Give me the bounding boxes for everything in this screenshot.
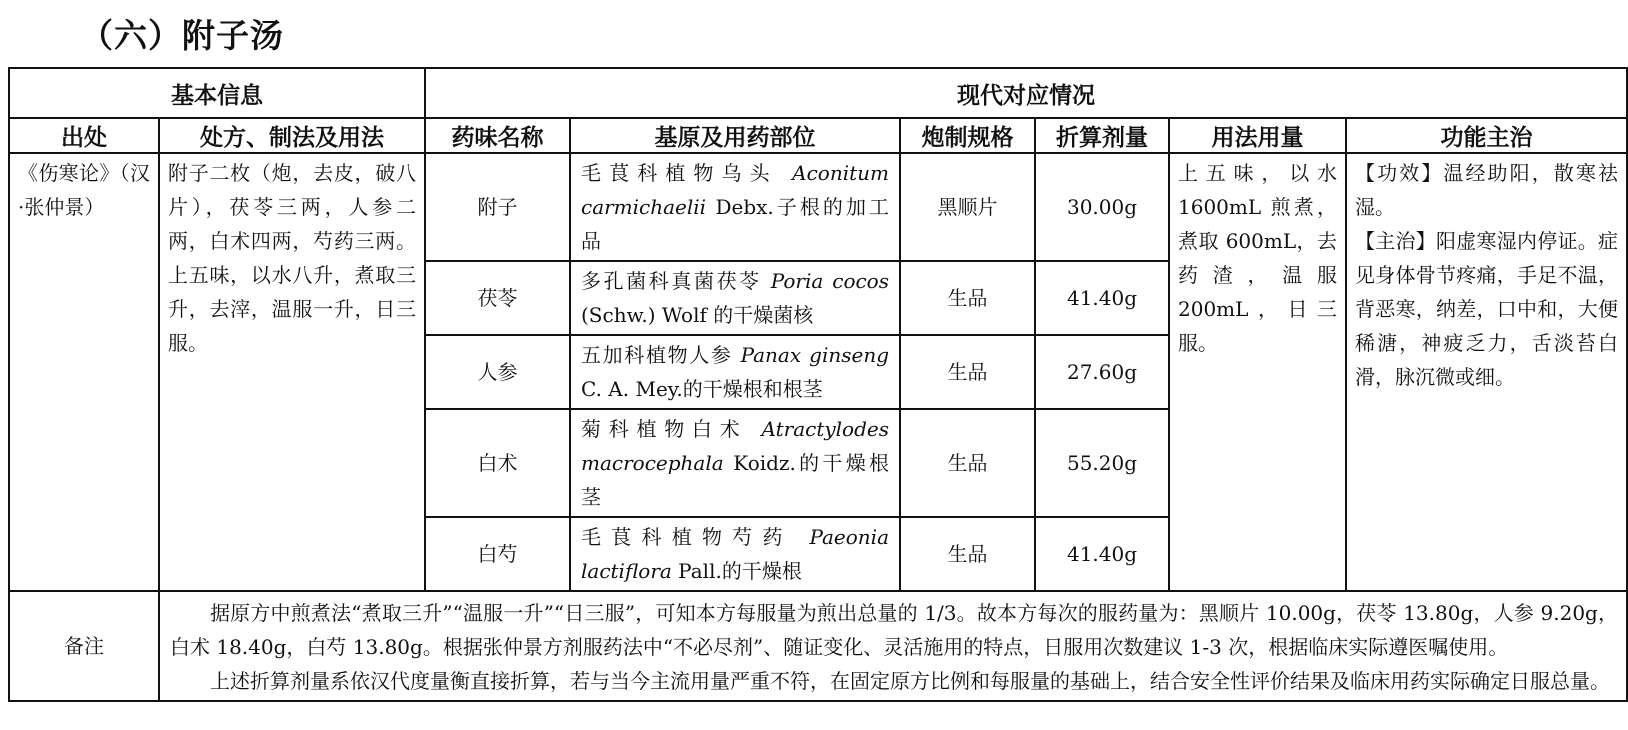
notes-label: 备注	[9, 591, 159, 701]
note-paragraph: 据原方中煎煮法“煮取三升”“温服一升”“日三服”，可知本方每服量为煎出总量的 1/3。故本方每次的服药量为：黑顺片 10.00g，茯苓 13.80g，人参 9.20g，白术 18.40g，白芍 13.80g。根据张仲景方剂服药法中“不必尽剂”、随证变化、灵活施用的特点，日服用次数建议 1-3 次，根据临床实际遵医嘱使用。	[170, 601, 1619, 659]
function-cell	[1346, 153, 1627, 591]
herb-processing: 生品	[900, 517, 1035, 591]
herb-name: 人参	[425, 335, 570, 409]
header-function: 功能主治	[1346, 118, 1627, 153]
header-basic-info: 基本信息	[9, 68, 425, 118]
prescription-table	[8, 67, 1628, 702]
herb-processing: 生品	[900, 261, 1035, 335]
herb-name: 茯苓	[425, 261, 570, 335]
herb-dosage: 41.40g	[1035, 517, 1169, 591]
source-cell: 《伤寒论》（汉·张仲景）	[9, 153, 159, 591]
herb-dosage: 30.00g	[1035, 153, 1169, 261]
header-dosage: 折算剂量	[1035, 118, 1169, 153]
herb-origin: 毛茛科植物芍药 Paeonia lactiflora Pall.的干燥根	[570, 517, 900, 591]
notes-cell	[159, 591, 1627, 701]
header-modern: 现代对应情况	[425, 68, 1627, 118]
header-prescription: 处方、制法及用法	[159, 118, 425, 153]
herb-dosage: 55.20g	[1035, 409, 1169, 517]
header-herb-name: 药味名称	[425, 118, 570, 153]
note-paragraph: 上述折算剂量系依汉代度量衡直接折算，若与当今主流用量严重不符，在固定原方比例和每服量的基础上，结合安全性评价结果及临床用药实际确定日服总量。	[210, 669, 1610, 693]
herb-origin: 五加科植物人参 Panax ginseng C. A. Mey.的干燥根和根茎	[570, 335, 900, 409]
usage-cell: 上五味，以水 1600mL 煎煮，煮取 600mL，去药渣，温服 200mL，日三服。	[1169, 153, 1346, 591]
header-usage: 用法用量	[1169, 118, 1346, 153]
herb-processing: 黑顺片	[900, 153, 1035, 261]
herb-dosage: 27.60g	[1035, 335, 1169, 409]
herb-processing: 生品	[900, 335, 1035, 409]
header-origin: 基原及用药部位	[570, 118, 900, 153]
page-title: （六）附子汤	[80, 16, 284, 55]
herb-name: 白芍	[425, 517, 570, 591]
herb-dosage: 41.40g	[1035, 261, 1169, 335]
herb-name: 附子	[425, 153, 570, 261]
header-source: 出处	[9, 118, 159, 153]
function-efficacy: 【功效】温经助阳，散寒祛湿。	[1355, 161, 1619, 219]
header-processing: 炮制规格	[900, 118, 1035, 153]
herb-origin: 多孔菌科真菌茯苓 Poria cocos (Schw.) Wolf 的干燥菌核	[570, 261, 900, 335]
herb-processing: 生品	[900, 409, 1035, 517]
herb-origin: 菊科植物白术 Atractylodes macrocephala Koidz.的干燥根茎	[570, 409, 900, 517]
prescription-cell: 附子二枚（炮，去皮，破八片），茯苓三两，人参二两，白术四两，芍药三两。上五味，以水八升，煮取三升，去滓，温服一升，日三服。	[159, 153, 425, 591]
herb-origin: 毛茛科植物乌头 Aconitum carmichaelii Debx.子根的加工品	[570, 153, 900, 261]
herb-name: 白术	[425, 409, 570, 517]
function-indication: 【主治】阳虚寒湿内停证。症见身体骨节疼痛，手足不温，背恶寒，纳差，口中和，大便稀溏，神疲乏力，舌淡苔白滑，脉沉微或细。	[1355, 229, 1619, 389]
